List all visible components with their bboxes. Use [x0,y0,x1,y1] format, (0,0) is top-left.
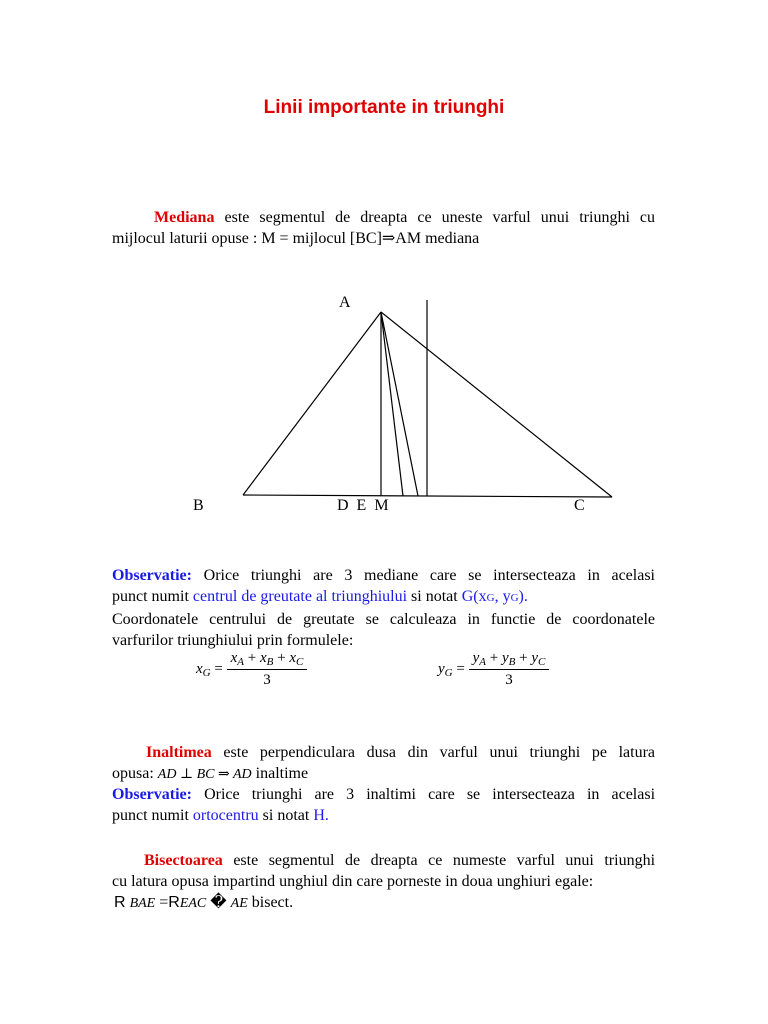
mediana-term: Mediana [154,209,215,226]
obs2-text-3: si notat [262,807,310,824]
obs2-line-1 [112,784,655,805]
bisectoarea-line-3: R BAE =REAC � AE bisect. [114,894,294,911]
obs1-line-3: Coordonatele centrului de greutate se calculeaza in functie de coordonatele [112,611,655,628]
obs2-label: Observatie: [112,786,192,803]
side-ac [381,312,612,497]
label-a: A [339,294,351,311]
bisectoarea-line-1 [112,850,655,871]
label-dem: D E M [337,497,389,514]
inaltimea-paragraph [112,742,655,785]
observatie-1 [112,565,655,651]
ortocentru-term: ortocentru [192,807,259,824]
obs2-text-2: punct numit [112,807,189,824]
altitude-formula: AD ⊥ BC ⇒ AD [157,767,252,782]
obs1-label: Observatie: [112,567,192,584]
label-b: B [193,497,204,514]
side-ab [243,312,381,495]
mediana-text-3: AM mediana [395,230,480,247]
inaltimea-term: Inaltimea [146,744,212,761]
mediana-text-1: este segmentul de dreapta ce uneste varful unui triunghi cu [224,209,656,226]
bisectoarea-paragraph [112,850,655,914]
formula-yg: $y_G$ = $\frac{y_A + y_B + y_C}{3}$ [438,650,549,689]
obs1-text-2: punct numit [112,588,189,605]
page-title: Linii importante in triunghi [263,97,505,118]
centroid-term: centrul de greutate al triunghiului [192,588,408,605]
inaltimea-line-2 [112,763,655,785]
xg-fraction: $\frac{x_A + x_B + x_C}{3}$ [227,650,308,689]
inaltimea-text-2: opusa: [112,765,154,782]
label-c: C [574,497,585,514]
inaltimea-text-1: este perpendiculara dusa din varful unui triunghi pe latura [223,744,656,761]
mediana-text-2: mijlocul laturii opuse : M = mijlocul [BC] [112,230,382,247]
observatie-2 [112,784,655,826]
inaltimea-line-1 [112,742,655,763]
obs2-line-2 [112,805,655,826]
obs1-line-2 [112,586,655,609]
g-notation: G(xG, yG). [461,588,528,605]
obs1-text-3: si notat [411,588,458,605]
obs2-text-1: Orice triunghi are 3 inaltimi care se intersecteaza in acelasi [204,786,656,803]
implies-arrow: ⇒ [381,230,396,247]
obs1-line-1 [112,565,655,586]
obs1-line-4: varfurilor triunghiului prin formulele: [112,632,354,649]
bisectoarea-line-2: cu latura opusa impartind unghiul din care porneste in doua unghiuri egale: [112,873,594,890]
yg-fraction: $\frac{y_A + y_B + y_C}{3}$ [469,650,550,689]
bisectoarea-term: Bisectoarea [144,852,223,869]
h-notation: H. [313,807,329,824]
inaltimea-text-3: inaltime [255,765,309,782]
formula-xg: $x_G$ = $\frac{x_A + x_B + x_C}{3}$ [196,650,307,689]
obs1-text-1: Orice triunghi are 3 mediane care se intersecteaza in acelasi [203,567,655,584]
bisectoarea-text-1: este segmentul de dreapta ce numeste varful unui triunghi [233,852,656,869]
